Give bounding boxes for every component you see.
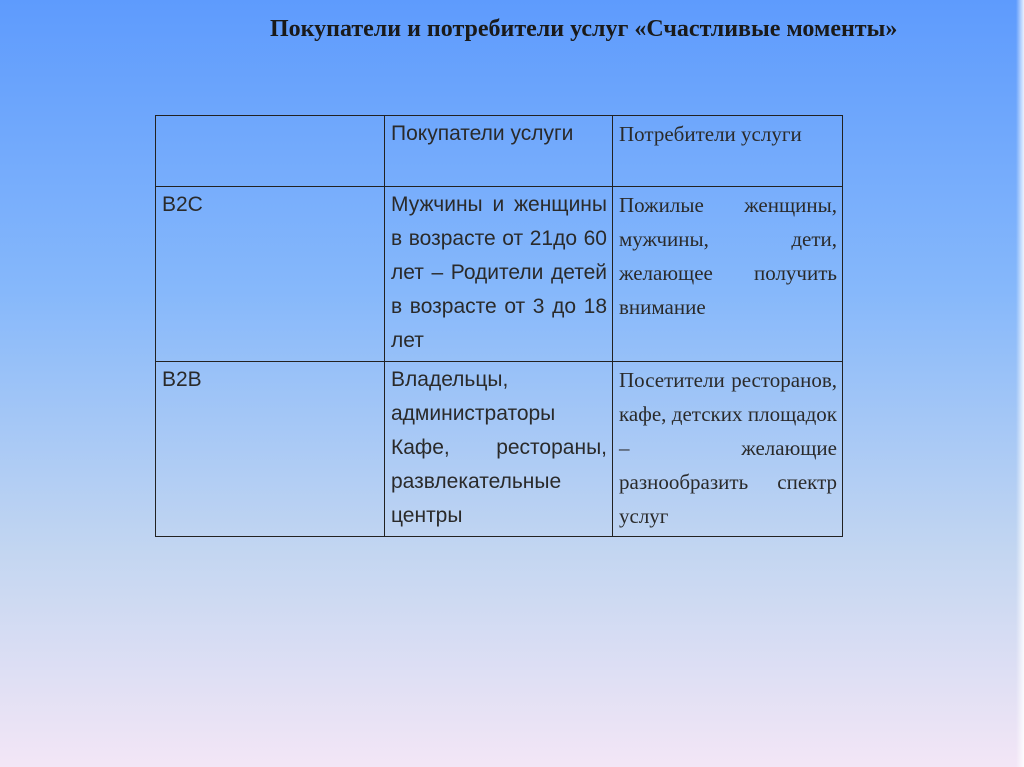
buyers-cell: Владельцы, администраторы Кафе, рестораны, развлекательные центры — [385, 362, 613, 537]
slide-title: Покупатели и потребители услуг «Счастливые моменты» — [270, 16, 898, 42]
segment-cell: B2B — [156, 362, 385, 537]
segment-cell: B2C — [156, 187, 385, 362]
header-cell-consumers: Потребители услуги — [613, 116, 843, 187]
table-header-row — [156, 116, 843, 187]
buyers-cell: Мужчины и женщины в возрасте от 21до 60 лет – Родители детей в возрасте от 3 до 18 лет — [385, 187, 613, 362]
slide-edge-highlight — [1016, 0, 1024, 767]
header-cell-empty — [156, 116, 385, 187]
segments-table — [155, 115, 843, 537]
consumers-cell: Пожилые женщины, мужчины, дети, желающее получить внимание — [613, 187, 843, 362]
header-cell-buyers: Покупатели услуги — [385, 116, 613, 187]
table-row — [156, 187, 843, 362]
consumers-cell: Посетители ресторанов, кафе, детских площадок – желающие разнообразить спектр услуг — [613, 362, 843, 537]
table-row — [156, 362, 843, 537]
